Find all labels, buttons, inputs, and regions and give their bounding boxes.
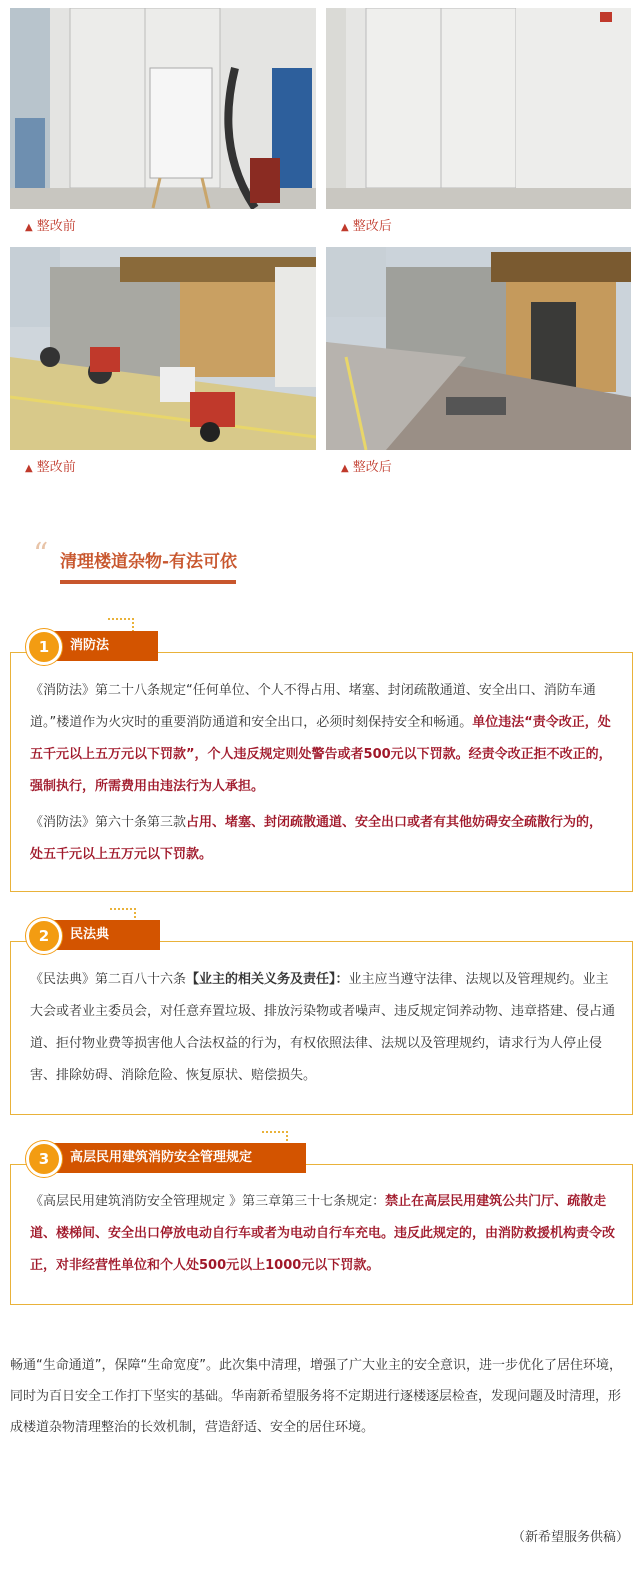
photo-caption: ▲ 整改前	[25, 460, 76, 475]
law-paragraph: 《消防法》第六十条第三款占用、堵塞、封闭疏散通道、安全出口或者有其他妨碍安全疏散行为的，处五千元以上五万元以下罚款。	[30, 815, 603, 862]
law-tag: 民法典	[40, 920, 160, 950]
law-tag: 高层民用建筑消防安全管理规定	[40, 1143, 306, 1173]
photo-caption: ▲ 整改后	[341, 219, 392, 234]
number-badge: 1	[26, 629, 62, 665]
section-title: 清理楼道杂物-有法可依	[60, 552, 238, 572]
source-credit: （新希望服务供稿）	[511, 1530, 629, 1545]
law-paragraph: 《民法典》第二百八十六条【业主的相关义务及责任】：业主应当遵守法律、法规以及管理规约。业主大会或者业主委员会，对任意弃置垃圾、排放污染物或者噪声、违反规定饲养动物、违章搭建、侵占通道、拒付物业费等损害他人合法权益的行为，有权依照法律、法规以及管理规约，请求行为人停止侵害、排除妨碍、消除危险、恢复原状、赔偿损失。	[30, 972, 616, 1083]
triangle-icon: ▲	[25, 463, 33, 474]
closing-paragraph: 畅通“生命通道”，保障“生命宽度”。此次集中清理，增强了广大业主的安全意识，进一步优化了居住环境，同时为百日安全工作打下坚实的基础。华南新希望服务将不定期进行逐楼逐层检查，发现问题及时清理，形成楼道杂物清理整治的长效机制，营造舒适、安全的居住环境。	[10, 1358, 622, 1435]
photo-hallway-after	[326, 8, 631, 209]
triangle-icon: ▲	[341, 463, 349, 474]
photo-street-after	[326, 247, 631, 450]
quote-mark-icon: “	[33, 537, 49, 572]
number-badge: 3	[26, 1141, 62, 1177]
photo-caption: ▲ 整改前	[25, 219, 76, 234]
law-tag: 消防法	[40, 631, 158, 661]
photo-hallway-before	[10, 8, 316, 209]
section-underline	[60, 580, 236, 584]
photo-caption: ▲ 整改后	[341, 460, 392, 475]
photo-street-before	[10, 247, 316, 450]
triangle-icon: ▲	[25, 222, 33, 233]
number-badge: 2	[26, 918, 62, 954]
law-paragraph: 《高层民用建筑消防安全管理规定 》第三章第三十七条规定：禁止在高层民用建筑公共门厅、疏散走道、楼梯间、安全出口停放电动自行车或者为电动自行车充电。违反此规定的，由消防救援机构责令改正，对非经营性单位和个人处500元以上1000元以下罚款。	[30, 1194, 616, 1273]
triangle-icon: ▲	[341, 222, 349, 233]
law-paragraph: 《消防法》第二十八条规定“任何单位、个人不得占用、堵塞、封闭疏散通道、安全出口、消防车通道。”楼道作为火灾时的重要消防通道和安全出口，必须时刻保持安全和畅通。单位违法“责令改正，处五千元以上五万元以下罚款”，个人违反规定则处警告或者500元以下罚款。经责令改正拒不改正的，强制执行，所需费用由违法行为人承担。	[30, 683, 612, 794]
